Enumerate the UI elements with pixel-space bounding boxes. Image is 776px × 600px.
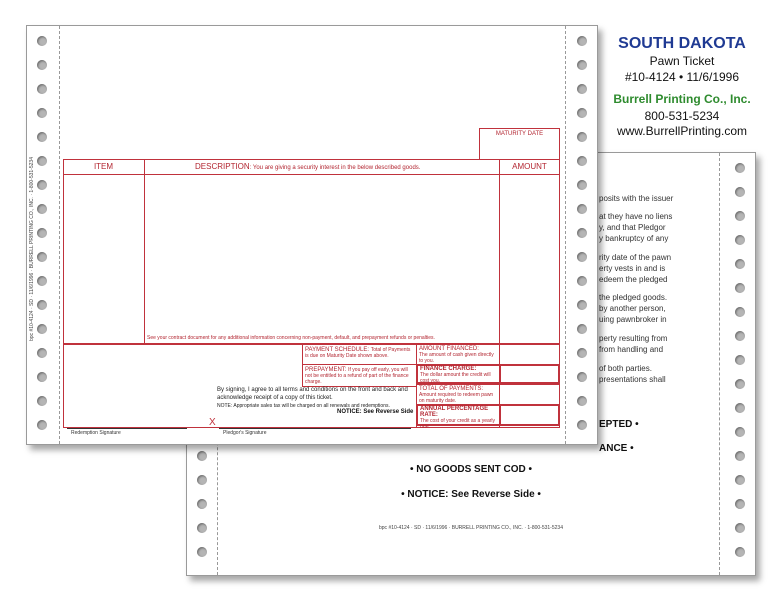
feed-hole bbox=[577, 420, 587, 430]
form-name: Pawn Ticket bbox=[649, 54, 715, 68]
feed-hole bbox=[735, 379, 745, 389]
item-column-divider bbox=[144, 159, 145, 344]
feed-hole bbox=[577, 252, 587, 262]
front-right-feed-strip bbox=[567, 26, 597, 444]
feed-hole bbox=[735, 163, 745, 173]
back-imprint: bpc #10-4124 · SD · 11/6/1996 · BURRELL PRINTING CO., INC. · 1-800-531-5234 bbox=[379, 525, 563, 531]
feed-hole bbox=[197, 451, 207, 461]
back-terms-line: uing pawnbroker in bbox=[599, 315, 667, 324]
feed-hole bbox=[37, 324, 47, 334]
back-notice: • NOTICE: See Reverse Side • bbox=[401, 489, 541, 500]
feed-hole bbox=[37, 60, 47, 70]
perforation-line bbox=[59, 26, 60, 444]
feed-hole bbox=[577, 228, 587, 238]
prepayment bbox=[305, 367, 415, 385]
amount-financed-text: The amount of cash given directly to you. bbox=[419, 352, 494, 364]
feed-hole bbox=[577, 396, 587, 406]
items-header-divider bbox=[63, 174, 560, 175]
back-terms-line: presentations shall bbox=[599, 375, 666, 384]
feed-hole bbox=[37, 396, 47, 406]
back-terms-line: at they have no liens bbox=[599, 212, 673, 221]
back-terms-line: rity date of the pawn bbox=[599, 253, 672, 262]
feed-hole bbox=[37, 228, 47, 238]
feed-hole bbox=[577, 204, 587, 214]
back-terms-line: y, and that Pledgor bbox=[599, 223, 666, 232]
back-terms-line: by another person, bbox=[599, 304, 666, 313]
back-terms-line: of both parties. bbox=[599, 364, 652, 373]
feed-hole bbox=[37, 132, 47, 142]
feed-hole bbox=[735, 331, 745, 341]
redemption-signature-label: Redemption Signature bbox=[71, 430, 121, 436]
maturity-date-label: MATURITY DATE bbox=[495, 131, 544, 137]
feed-hole bbox=[37, 252, 47, 262]
perforation-line bbox=[565, 26, 566, 444]
feed-hole bbox=[735, 475, 745, 485]
feed-hole bbox=[735, 259, 745, 269]
feed-hole bbox=[37, 372, 47, 382]
front-page bbox=[26, 25, 598, 445]
total-of-payments-text: Amount required to redeem pawn on maturity date. bbox=[419, 392, 494, 404]
feed-hole bbox=[37, 36, 47, 46]
back-terms-line: edeem the pledged bbox=[599, 275, 668, 284]
prepayment-text: If you pay off early, you will not be entitled to a refund of part of the finance charge. bbox=[305, 367, 409, 385]
feed-hole bbox=[37, 300, 47, 310]
finance-charge-text: The dollar amount the credit will cost you. bbox=[420, 372, 491, 384]
feed-hole bbox=[735, 283, 745, 293]
feed-hole bbox=[37, 348, 47, 358]
description-header bbox=[195, 162, 420, 172]
payment-schedule-text: Total of Payments is due on Maturity Date shown above. bbox=[305, 347, 411, 359]
feed-hole bbox=[735, 403, 745, 413]
feed-hole bbox=[735, 307, 745, 317]
apr bbox=[420, 406, 498, 430]
agreement-line-1: By signing, I agree to all terms and conditions on the front and back and bbox=[217, 387, 408, 393]
feed-hole bbox=[735, 355, 745, 365]
total-divider bbox=[416, 384, 560, 385]
back-terms-line: y bankruptcy of any bbox=[599, 234, 669, 243]
agreement-line-3: NOTE: Appropriate sales tax will be charged on all renewals and redemptions. bbox=[217, 403, 390, 409]
feed-hole bbox=[735, 211, 745, 221]
feed-hole bbox=[37, 108, 47, 118]
feed-hole bbox=[577, 300, 587, 310]
amount-header: AMOUNT bbox=[512, 162, 547, 171]
payment-schedule bbox=[305, 347, 415, 359]
description-header-sub: : You are giving a security interest in the below described goods. bbox=[249, 165, 421, 171]
feed-hole bbox=[197, 475, 207, 485]
feed-hole bbox=[37, 180, 47, 190]
feed-hole bbox=[577, 132, 587, 142]
apr-title: ANNUAL PERCENTAGE RATE: bbox=[420, 406, 489, 418]
product-info bbox=[600, 34, 764, 139]
feed-hole bbox=[37, 204, 47, 214]
description-header-label: DESCRIPTION bbox=[195, 162, 250, 171]
feed-hole bbox=[735, 499, 745, 509]
feed-hole bbox=[197, 547, 207, 557]
feed-hole bbox=[735, 451, 745, 461]
finance-charge-title: FINANCE CHARGE: bbox=[420, 366, 477, 372]
payment-schedule-title: PAYMENT SCHEDULE: bbox=[305, 347, 370, 353]
back-terms-line: erty vests in and is bbox=[599, 264, 666, 273]
items-table bbox=[63, 159, 560, 344]
apr-text: The cost of your credit as a yearly rate. bbox=[420, 418, 496, 430]
form-number-date: #10-4124 • 11/6/1996 bbox=[624, 70, 740, 84]
side-imprint: bpc #10-4124 · SD · 11/6/1996 · BURRELL PRINTING CO., INC. · 1-800-531-5234 bbox=[29, 157, 35, 341]
signature-x-mark: X bbox=[209, 417, 216, 428]
total-of-payments-title: TOTAL OF PAYMENTS: bbox=[419, 386, 484, 392]
feed-hole bbox=[577, 372, 587, 382]
feed-hole bbox=[577, 84, 587, 94]
feed-hole bbox=[577, 60, 587, 70]
back-terms-line: perty resulting from bbox=[599, 334, 668, 343]
pledgor-signature-label: Pledgor's Signature bbox=[223, 430, 267, 436]
disclosure-left-divider bbox=[302, 344, 303, 386]
back-right-feed-strip bbox=[725, 153, 755, 575]
no-goods-sent-cod: • NO GOODS SENT COD • bbox=[409, 464, 532, 475]
back-acceptance-text: ANCE • bbox=[599, 443, 634, 454]
feed-hole bbox=[577, 36, 587, 46]
feed-hole bbox=[577, 156, 587, 166]
apr-divider bbox=[499, 404, 501, 426]
amount-financed-title: AMOUNT FINANCED: bbox=[419, 346, 479, 352]
feed-hole bbox=[735, 427, 745, 437]
company-phone: 800-531-5234 bbox=[644, 109, 720, 123]
front-notice: NOTICE: See Reverse Side bbox=[337, 409, 414, 415]
feed-hole bbox=[577, 108, 587, 118]
pledgor-signature-line[interactable] bbox=[219, 428, 411, 429]
feed-hole bbox=[577, 276, 587, 286]
company-name: Burrell Printing Co., Inc. bbox=[613, 92, 751, 106]
amount-financed bbox=[419, 346, 499, 364]
feed-hole bbox=[37, 156, 47, 166]
state-title: SOUTH DAKOTA bbox=[618, 35, 746, 52]
finance-charge-divider bbox=[499, 364, 501, 384]
contract-note: See your contract document for any additional information concerning non-payment, default, and prepayment refunds or penalties. bbox=[147, 335, 435, 341]
feed-hole bbox=[197, 499, 207, 509]
feed-hole bbox=[577, 348, 587, 358]
back-terms-line: posits with the issuer bbox=[599, 194, 674, 203]
feed-hole bbox=[37, 84, 47, 94]
feed-hole bbox=[735, 187, 745, 197]
feed-hole bbox=[577, 324, 587, 334]
schedule-divider bbox=[302, 364, 416, 365]
redemption-signature-line[interactable] bbox=[67, 428, 187, 429]
total-of-payments bbox=[419, 386, 499, 404]
back-terms-line: from handling and bbox=[599, 345, 664, 354]
company-website[interactable]: www.BurrellPrinting.com bbox=[616, 124, 748, 138]
feed-hole bbox=[735, 235, 745, 245]
prepayment-title: PREPAYMENT: bbox=[305, 367, 347, 373]
finance-charge bbox=[420, 366, 498, 384]
feed-hole bbox=[37, 276, 47, 286]
feed-hole bbox=[37, 420, 47, 430]
item-header: ITEM bbox=[93, 162, 114, 171]
amount-column-divider bbox=[499, 159, 500, 344]
back-accepted-text: EPTED • bbox=[599, 419, 639, 430]
agreement-line-2: acknowledge receipt of a copy of this ticket. bbox=[217, 395, 333, 401]
back-terms-line: the pledged goods. bbox=[599, 293, 668, 302]
perforation-line bbox=[719, 153, 720, 575]
feed-hole bbox=[735, 547, 745, 557]
feed-hole bbox=[577, 180, 587, 190]
